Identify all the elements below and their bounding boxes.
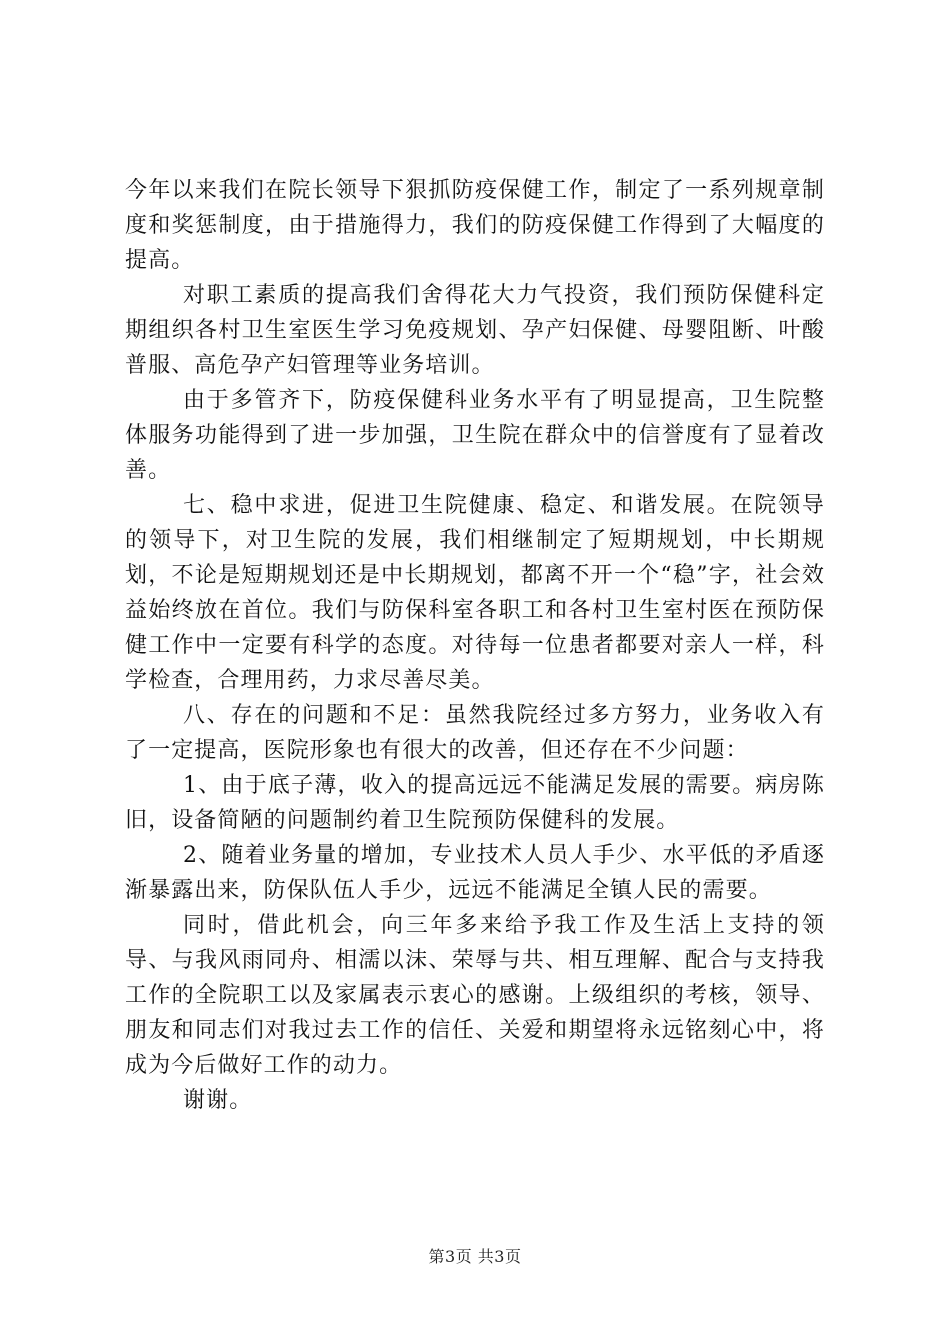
paragraph-improvement: 由于多管齐下，防疫保健科业务水平有了明显提高，卫生院整体服务功能得到了进一步加强，卫生院在群众中的信誉度有了显着改善。: [125, 388, 825, 483]
page-number-footer: 第3页 共3页: [428, 1247, 522, 1266]
paragraph-section-seven: 七、稳中求进，促进卫生院健康、稳定、和谐发展。在院领导的领导下，对卫生院的发展，我们相继制定了短期规划，中长期规划，不论是短期规划还是中长期规划，都离不开一个“稳”字，社会效益始终放在首位。我们与防保科室各职工和各村卫生室村医在预防保健工作中一定要有科学的态度。对待每一位患者都要对亲人一样，科学检查，合理用药，力求尽善尽美。: [125, 493, 825, 693]
document-body: [125, 173, 825, 1118]
paragraph-intro: 今年以来我们在院长领导下狠抓防疫保健工作，制定了一系列规章制度和奖惩制度，由于措施得力，我们的防疫保健工作得到了大幅度的提高。: [125, 178, 825, 273]
paragraph-staff-training: 对职工素质的提高我们舍得花大力气投资，我们预防保健科定期组织各村卫生室医生学习免疫规划、孕产妇保健、母婴阻断、叶酸普服、高危孕产妇管理等业务培训。: [125, 283, 825, 378]
paragraph-thanks: 同时，借此机会，向三年多来给予我工作及生活上支持的领导、与我风雨同舟、相濡以沫、荣辱与共、相互理解、配合与支持我工作的全院职工以及家属表示衷心的感谢。上级组织的考核，领导、朋友和同志们对我过去工作的信任、关爱和期望将永远铭刻心中，将成为今后做好工作的动力。: [125, 913, 825, 1078]
paragraph-problem-one: 1、由于底子薄，收入的提高远远不能满足发展的需要。病房陈旧，设备简陋的问题制约着卫生院预防保健科的发展。: [125, 773, 825, 833]
paragraph-problem-two: 2、随着业务量的增加，专业技术人员人手少、水平低的矛盾逐渐暴露出来，防保队伍人手少，远远不能满足全镇人民的需要。: [125, 843, 825, 903]
paragraph-section-eight: 八、存在的问题和不足：虽然我院经过多方努力，业务收入有了一定提高，医院形象也有很大的改善，但还存在不少问题：: [125, 703, 825, 763]
paragraph-closing: 谢谢。: [183, 1088, 253, 1113]
